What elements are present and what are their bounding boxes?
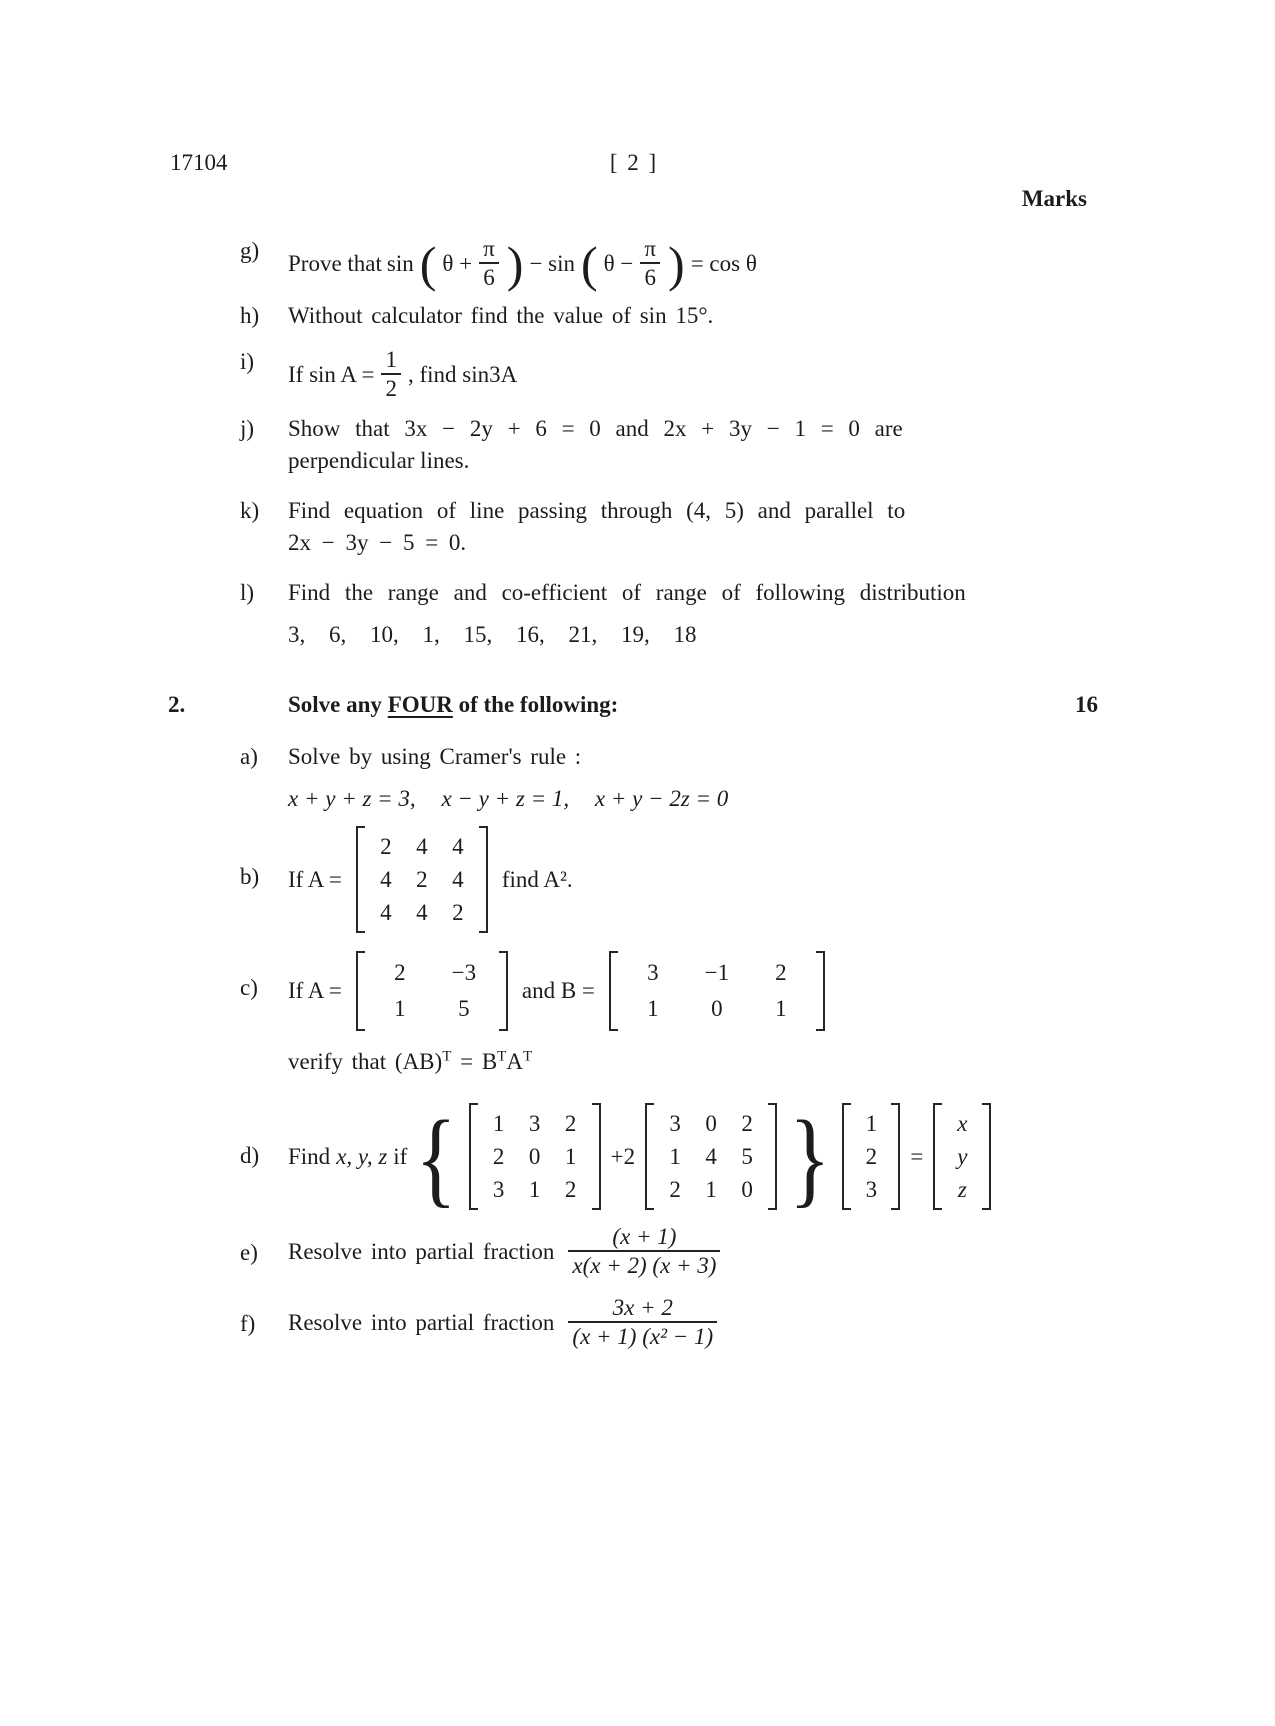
item-label: j)	[240, 416, 255, 441]
text-segment: verify that (AB)	[288, 1049, 443, 1074]
text-line: 2x − 3y − 5 = 0.	[288, 530, 467, 555]
math-segment: sin	[386, 250, 414, 276]
matrix-2	[645, 1103, 777, 1210]
question-item-g	[240, 236, 1100, 291]
matrix-cell: x	[957, 1111, 968, 1136]
item-label: a)	[240, 744, 258, 769]
data-values-line: 3, 6, 10, 1, 15, 16, 21, 19, 18	[288, 622, 697, 647]
fraction-denominator: 6	[479, 262, 499, 291]
item-text	[288, 951, 1100, 1077]
paper-code: 17104	[170, 150, 228, 175]
equation: x + y + z = 3,	[288, 786, 416, 811]
matrix-cell: 3	[865, 1177, 878, 1202]
title-underlined: FOUR	[387, 692, 453, 717]
question-2-heading	[0, 690, 1275, 720]
fraction-denominator: 6	[640, 262, 660, 291]
matrix-definition-line	[288, 951, 1100, 1031]
text-segment: if	[393, 1143, 408, 1169]
text-line: Find the range and co-efficient of range of following distribution	[288, 580, 966, 605]
text-segment: Resolve into partial fraction	[288, 1309, 555, 1335]
fraction	[568, 1295, 717, 1350]
fraction	[640, 236, 660, 291]
fraction-numerator: 3x + 2	[612, 1295, 673, 1320]
fraction-numerator: 1	[385, 347, 397, 372]
text-segment: Resolve into partial fraction	[288, 1238, 555, 1264]
text-segment: and B =	[521, 978, 595, 1003]
page-number: [ 2 ]	[609, 150, 659, 175]
matrix-cell: 1	[564, 1144, 577, 1169]
matrix-cell: 0	[705, 1111, 717, 1136]
text-line: Show that 3x − 2y + 6 = 0 and 2x + 3y − 1 = 0 are	[288, 416, 903, 441]
matrix-cell: 1	[492, 1111, 505, 1136]
item-label: d)	[240, 1143, 260, 1168]
matrix	[356, 826, 488, 933]
matrix-cell: 4	[380, 900, 392, 925]
question-item-l	[240, 578, 1100, 650]
item-text	[288, 578, 1100, 650]
item-label: e)	[240, 1240, 258, 1265]
result-vector	[933, 1103, 991, 1210]
superscript-t: T	[442, 1048, 452, 1065]
text-segment: Find	[288, 1143, 331, 1169]
item-label: g)	[240, 238, 260, 263]
matrix-cell: 3	[669, 1111, 681, 1136]
equation-line	[288, 784, 1100, 814]
question-number: 2.	[168, 692, 186, 717]
text-segment: If sin A =	[288, 361, 375, 387]
matrix-cell: 3	[492, 1177, 505, 1202]
item-text	[288, 1295, 1100, 1350]
question-item-c	[240, 951, 1100, 1077]
text-segment: , find sin3A	[407, 361, 518, 387]
item-label: h)	[240, 303, 260, 328]
matrix-cell: 2	[564, 1111, 577, 1136]
item-text	[288, 496, 1100, 558]
fraction-denominator: x(x + 2) (x + 3)	[568, 1250, 720, 1279]
equals-sign: =	[910, 1143, 924, 1169]
matrix-cell: −3	[451, 960, 477, 985]
equation: x + y − 2z = 0	[594, 786, 729, 811]
item-label: i)	[240, 349, 255, 374]
question-item-j	[240, 414, 1100, 476]
matrix-cell: 1	[669, 1144, 681, 1169]
item-text: Prove that sin ( θ + $\frac{\pi}{6}$ ) − sin ( θ − $\frac{\pi}{6}$ ) = cos θ	[288, 235, 757, 292]
plus-segment: +2	[610, 1143, 636, 1169]
item-label: b)	[240, 864, 260, 889]
question-item-f	[240, 1295, 1100, 1350]
fraction-numerator: π	[644, 236, 657, 261]
equation: x − y + z = 1,	[441, 786, 570, 811]
matrix-cell: 1	[705, 1177, 717, 1202]
matrix-a	[356, 951, 508, 1031]
text-line: Solve by using Cramer's rule :	[288, 744, 582, 769]
item-label: c)	[240, 975, 258, 1000]
matrix-cell: 2	[416, 867, 428, 892]
matrix-cell: 1	[394, 996, 406, 1021]
item-text	[288, 742, 1100, 814]
text-line: perpendicular lines.	[288, 448, 470, 473]
matrix-cell: 2	[564, 1177, 577, 1202]
matrix-cell: 5	[458, 996, 470, 1021]
matrix-cell: 4	[416, 900, 428, 925]
question-title	[288, 690, 1075, 720]
math-segment: − sin	[529, 250, 575, 276]
item-label: l)	[240, 580, 255, 605]
matrix-cell: 4	[705, 1144, 717, 1169]
matrix-cell: 2	[669, 1177, 681, 1202]
matrix-cell: 4	[380, 867, 392, 892]
marks-header: Marks	[1021, 186, 1087, 211]
fraction	[381, 347, 401, 402]
text-segment: If A =	[288, 866, 342, 892]
column-vector	[842, 1103, 900, 1210]
matrix-1	[469, 1103, 601, 1210]
text-segment: Prove that	[288, 250, 382, 276]
text-segment: A	[506, 1049, 523, 1074]
variables-segment: x, y, z	[336, 1143, 388, 1169]
math-segment: θ −	[603, 250, 634, 276]
matrix-cell: 1	[775, 996, 787, 1021]
question-item-a	[240, 742, 1100, 814]
item-text	[288, 826, 1100, 933]
text-line: Find equation of line passing through (4, 5) and parallel to	[288, 498, 906, 523]
item-label: k)	[240, 498, 260, 523]
item-label: f)	[240, 1311, 256, 1336]
question-2-items	[0, 742, 1275, 1350]
question-content	[0, 236, 1275, 650]
fraction	[568, 1224, 720, 1279]
fraction-numerator: π	[483, 236, 495, 261]
item-text	[288, 347, 1100, 402]
marks-value: 16	[1075, 692, 1098, 717]
fraction-numerator: (x + 1)	[612, 1224, 677, 1249]
math-segment: = cos θ	[690, 250, 757, 276]
matrix-cell: 1	[528, 1177, 541, 1202]
matrix-cell: 4	[416, 834, 428, 859]
matrix-cell: 2	[775, 960, 787, 985]
matrix-cell: 2	[492, 1144, 505, 1169]
matrix-cell: 5	[741, 1144, 753, 1169]
matrix-cell: 3	[647, 960, 659, 985]
item-text: Without calculator find the value of sin 15°.	[288, 303, 714, 328]
fraction-denominator: (x + 1) (x² − 1)	[568, 1321, 717, 1350]
matrix-cell: 2	[380, 834, 392, 859]
matrix-cell: 4	[452, 867, 464, 892]
question-item-e	[240, 1224, 1100, 1279]
matrix-cell: z	[957, 1177, 967, 1202]
page-header	[0, 0, 1275, 178]
title-segment: of the following:	[452, 692, 619, 717]
fraction-denominator: 2	[381, 373, 401, 402]
superscript-t: T	[522, 1048, 533, 1065]
item-text: Find x, y, z if { 1 3 2 2 0 1 3 1 2 +2 3 0 2 1 4 5 2 1 0 } 1 2 3 = x y z	[288, 1103, 1100, 1210]
title-segment: Solve any	[288, 692, 388, 717]
matrix-cell: 3	[528, 1111, 541, 1136]
question-item-k	[240, 496, 1100, 558]
matrix-cell: 0	[711, 996, 723, 1021]
matrix-cell: 2	[865, 1144, 878, 1169]
question-item-d	[240, 1096, 1100, 1217]
item-text	[288, 1224, 1100, 1279]
question-item-i	[240, 347, 1100, 402]
matrix-cell: 2	[394, 960, 406, 985]
matrix-cell: 2	[452, 900, 464, 925]
matrix-cell: 1	[647, 996, 659, 1021]
math-segment: θ +	[442, 250, 473, 276]
matrix-cell: y	[957, 1144, 968, 1169]
verify-line	[288, 1047, 1100, 1077]
matrix-cell: 4	[452, 834, 464, 859]
matrix-cell: 0	[741, 1177, 753, 1202]
question-item-b	[240, 826, 1100, 933]
matrix-b	[609, 951, 825, 1031]
matrix-cell: 2	[741, 1111, 753, 1136]
matrix-cell: 1	[865, 1111, 878, 1136]
matrix-cell: 0	[528, 1144, 541, 1169]
text-segment: If A =	[288, 978, 342, 1003]
fraction	[479, 236, 499, 291]
question-item-h	[240, 301, 1100, 331]
item-text	[288, 414, 1100, 476]
text-segment: = B	[451, 1049, 498, 1074]
text-segment: find A².	[501, 866, 573, 892]
superscript-t: T	[497, 1048, 507, 1065]
matrix-cell: −1	[704, 960, 730, 985]
